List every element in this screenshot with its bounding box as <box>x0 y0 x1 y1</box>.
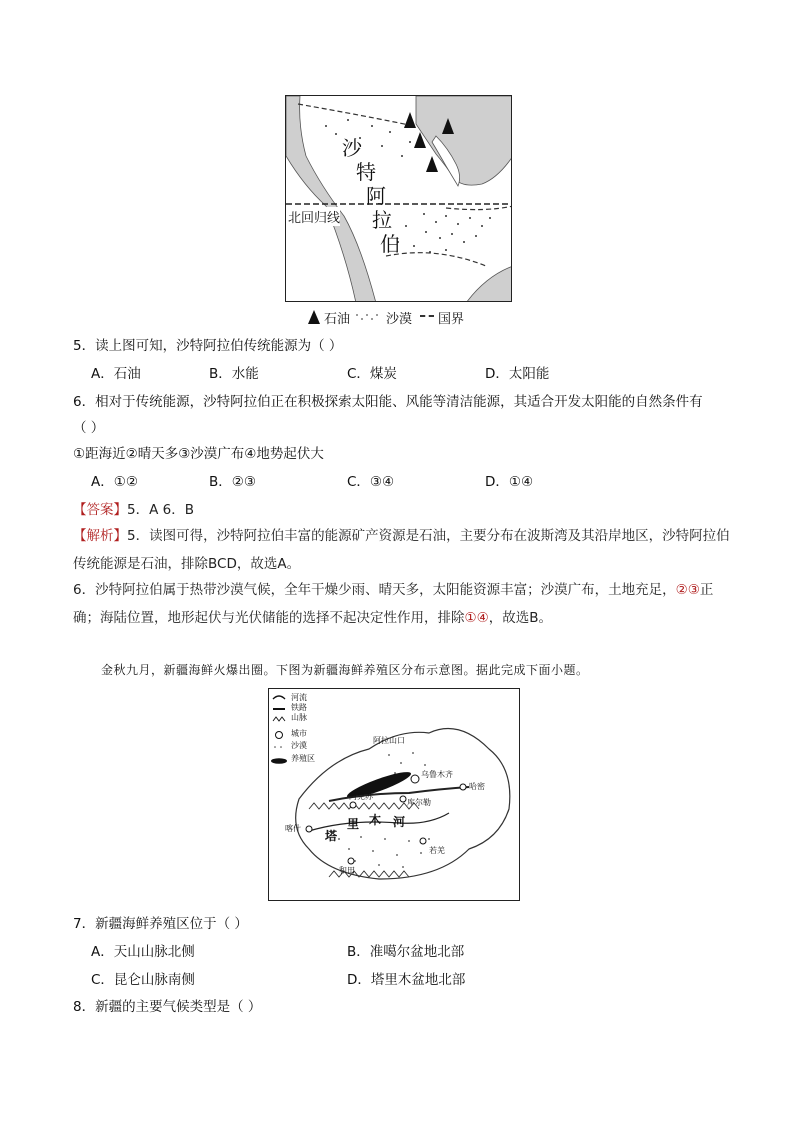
country-label-te: 特 <box>356 160 376 184</box>
q7-option-b: B．准噶尔盆地北部 <box>347 944 465 960</box>
desert-legend-icon <box>354 311 382 323</box>
north-border <box>298 104 414 126</box>
legend-desert-label: 沙漠 <box>386 311 413 327</box>
tarim-char-3: 木 <box>369 813 382 827</box>
tarim-char-1: 塔 <box>325 829 338 843</box>
analysis-tag: 【解析】 <box>73 528 127 544</box>
oil-legend-icon <box>308 310 320 324</box>
country-label-sha: 沙 <box>342 136 362 160</box>
legend-oil-label: 石油 <box>324 311 351 327</box>
legend-river: 河流 <box>291 693 307 702</box>
question-7: 7．新疆海鲜养殖区位于（ ） <box>73 916 248 932</box>
country-label-bo: 伯 <box>380 232 400 256</box>
place-urumqi: 乌鲁木齐 <box>421 770 453 779</box>
xinjiang-map <box>268 688 520 901</box>
question-8: 8．新疆的主要气候类型是（ ） <box>73 999 262 1015</box>
red-sea-coast <box>286 96 376 302</box>
answer-text: 5．A 6．B <box>127 502 194 518</box>
legend-aquaculture: 养殖区 <box>291 754 315 763</box>
arabian-sea-land <box>466 266 512 302</box>
q6-option-b: B．②③ <box>209 474 256 490</box>
q6-conditions: ①距海近②晴天多③沙漠广布④地势起伏大 <box>73 446 324 462</box>
place-kashgar: 喀什 <box>285 824 301 833</box>
legend-mountain: 山脉 <box>291 713 307 722</box>
q6-option-c: C．③④ <box>347 474 395 490</box>
q5-option-b: B．水能 <box>209 366 259 382</box>
q7-option-a: A．天山山脉北侧 <box>91 944 195 960</box>
q7-option-c: C．昆仑山脉南侧 <box>91 972 195 988</box>
border-legend-icon <box>420 315 434 319</box>
question-6-bracket: （ ） <box>73 420 105 436</box>
xinjiang-outline <box>296 729 510 879</box>
answer-tag: 【答案】 <box>73 502 127 518</box>
place-aksu: 阿克苏 <box>349 792 373 801</box>
question-6: 6．相对于传统能源，沙特阿拉伯正在积极探索太阳能、风能等清洁能源，其适合开发太阳能的自然条件有 <box>73 394 703 410</box>
tarim-char-4: 河 <box>393 815 406 829</box>
q5-option-d: D．太阳能 <box>485 366 550 382</box>
place-hotan: 和田 <box>339 866 355 875</box>
map1-legend <box>308 305 464 329</box>
analysis-q5 <box>73 522 733 578</box>
analysis-q5-text: 5．读图可得，沙特阿拉伯丰富的能源矿产资源是石油，主要分布在波斯湾及其沿岸地区，沙特阿拉伯传统能源是石油，排除BCD，故选A。 <box>73 528 730 572</box>
analysis-q6-correct: ②③ <box>675 582 700 598</box>
analysis-q6-excluded: ①④ <box>464 610 489 626</box>
place-hami: 哈密 <box>469 782 485 791</box>
saudi-map-svg <box>286 96 512 302</box>
place-korla: 库尔勒 <box>407 798 431 807</box>
analysis-q6-text-2: 正确；海陆位置，地形起伏与光伏储能的选择不起决定性作用，排除 <box>73 582 714 626</box>
saudi-arabia-map <box>285 95 512 302</box>
question-5: 5．读上图可知，沙特阿拉伯传统能源为（ ） <box>73 338 343 354</box>
analysis-q6 <box>73 576 733 632</box>
analysis-q6-text-3: ，故选B。 <box>488 610 552 626</box>
legend-city: 城市 <box>291 729 307 738</box>
legend-desert: 沙漠 <box>291 741 307 750</box>
map2-legend <box>271 696 287 764</box>
country-label-la: 拉 <box>372 208 392 232</box>
east-border <box>446 206 512 210</box>
south-border <box>386 253 486 266</box>
tropic-label: 北回归线 <box>288 207 340 226</box>
q5-option-a: A．石油 <box>91 366 141 382</box>
tarim-char-2: 里 <box>347 817 360 831</box>
answer-line <box>73 500 194 520</box>
xinjiang-intro: 金秋九月，新疆海鲜火爆出圈。下图为新疆海鲜养殖区分布示意图。据此完成下面小题。 <box>101 663 589 677</box>
q7-option-d: D．塔里木盆地北部 <box>347 972 466 988</box>
q5-option-c: C．煤炭 <box>347 366 397 382</box>
q6-option-d: D．①④ <box>485 474 534 490</box>
legend-railway: 铁路 <box>291 703 307 712</box>
country-label-a: 阿 <box>366 184 386 208</box>
q6-option-a: A．①② <box>91 474 138 490</box>
place-ruoqiang: 若羌 <box>429 846 445 855</box>
legend-border-label: 国界 <box>438 311 465 327</box>
place-alashankou: 阿拉山口 <box>373 736 405 745</box>
analysis-q6-text-1: 6．沙特阿拉伯属于热带沙漠气候，全年干燥少雨、晴天多，太阳能资源丰富；沙漠广布，土地充足， <box>73 582 676 598</box>
